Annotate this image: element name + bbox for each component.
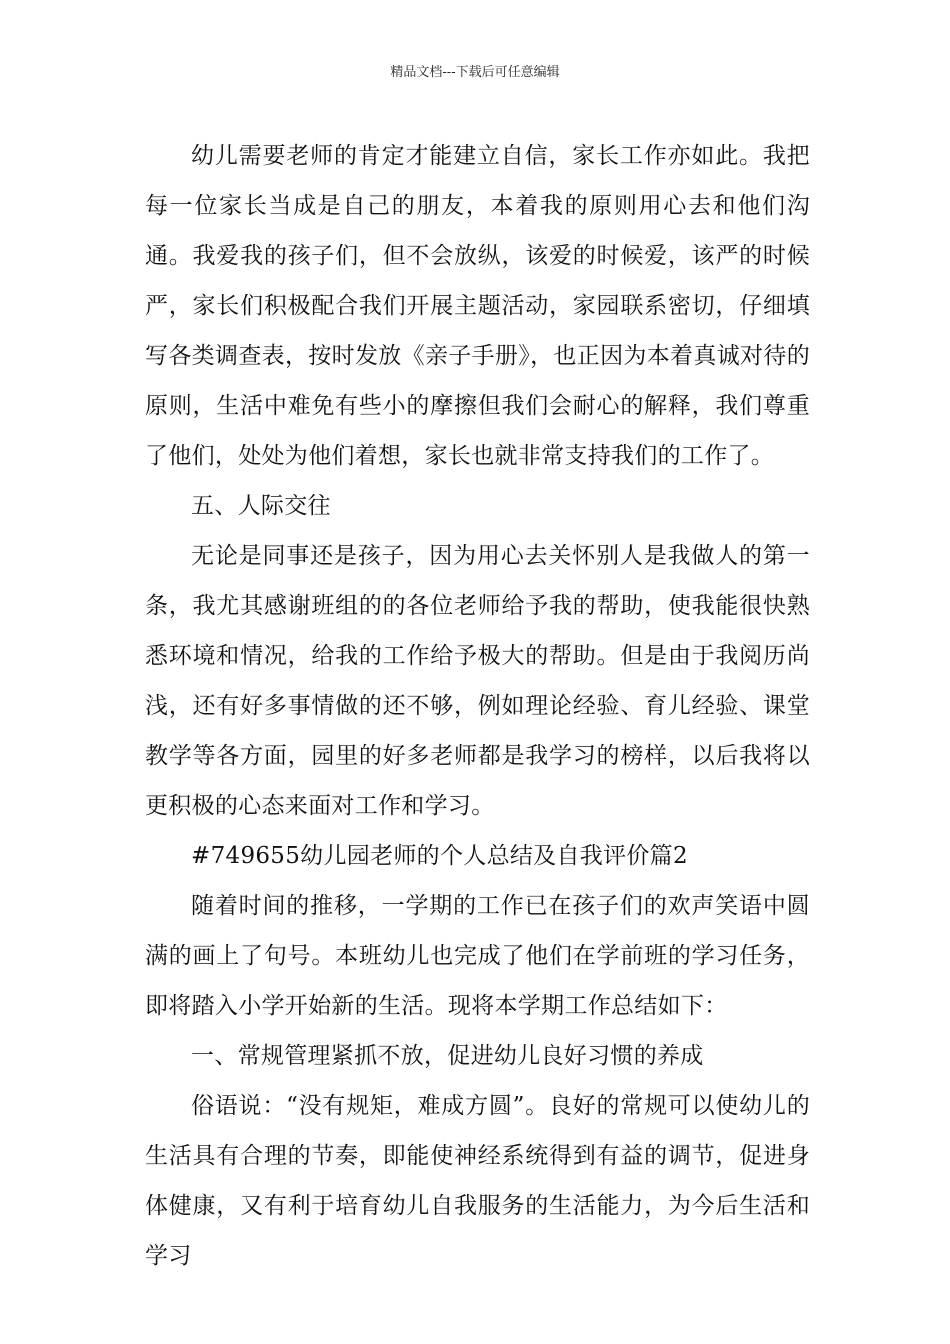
paragraph-parent-work: 幼儿需要老师的肯定才能建立自信，家长工作亦如此。我把每一位家长当成是自己的朋友，本着我的原则用心去和他们沟通。我爱我的孩子们，但不会放纵，该爱的时候爱，该严的时候严，家长们积极配合我们开展主题活动，家园联系密切，仔细填写各类调查表，按时发放《亲子手册》，也正因为本着真诚对待的原则，生活中难免有些小的摩擦但我们会耐心的解释，我们尊重了他们，处处为他们着想，家长也就非常支持我们的工作了。: [145, 143, 810, 469]
page-header: 精品文档---下载后可任意编辑: [390, 65, 560, 80]
section-heading-routine-management: 一、常规管理紧抓不放，促进幼儿良好习惯的养成: [191, 1043, 704, 1069]
document-body: [145, 131, 810, 1281]
section-heading-interpersonal: 五、人际交往: [191, 493, 331, 519]
paragraph-intro: 随着时间的推移，一学期的工作已在孩子们的欢声笑语中圆满的画上了句号。本班幼儿也完成了他们在学前班的学习任务，即将踏入小学开始新的生活。现将本学期工作总结如下：: [145, 893, 810, 1019]
paragraph-routine: 俗语说：“没有规矩，难成方圆”。良好的常规可以使幼儿的生活具有合理的节奏，即能使神经系统得到有益的调节，促进身体健康，又有利于培育幼儿自我服务的生活能力，为今后生活和学习: [145, 1093, 810, 1269]
article-title-part-2: #749655幼儿园老师的个人总结及自我评价篇2: [191, 843, 688, 869]
paragraph-interpersonal: 无论是同事还是孩子，因为用心去关怀别人是我做人的第一条，我尤其感谢班组的的各位老师给予我的帮助，使我能很快熟悉环境和情况，给我的工作给予极大的帮助。但是由于我阅历尚浅，还有好多事情做的还不够，例如理论经验、育儿经验、课堂教学等各方面，园里的好多老师都是我学习的榜样，以后我将以更积极的心态来面对工作和学习。: [145, 543, 810, 819]
